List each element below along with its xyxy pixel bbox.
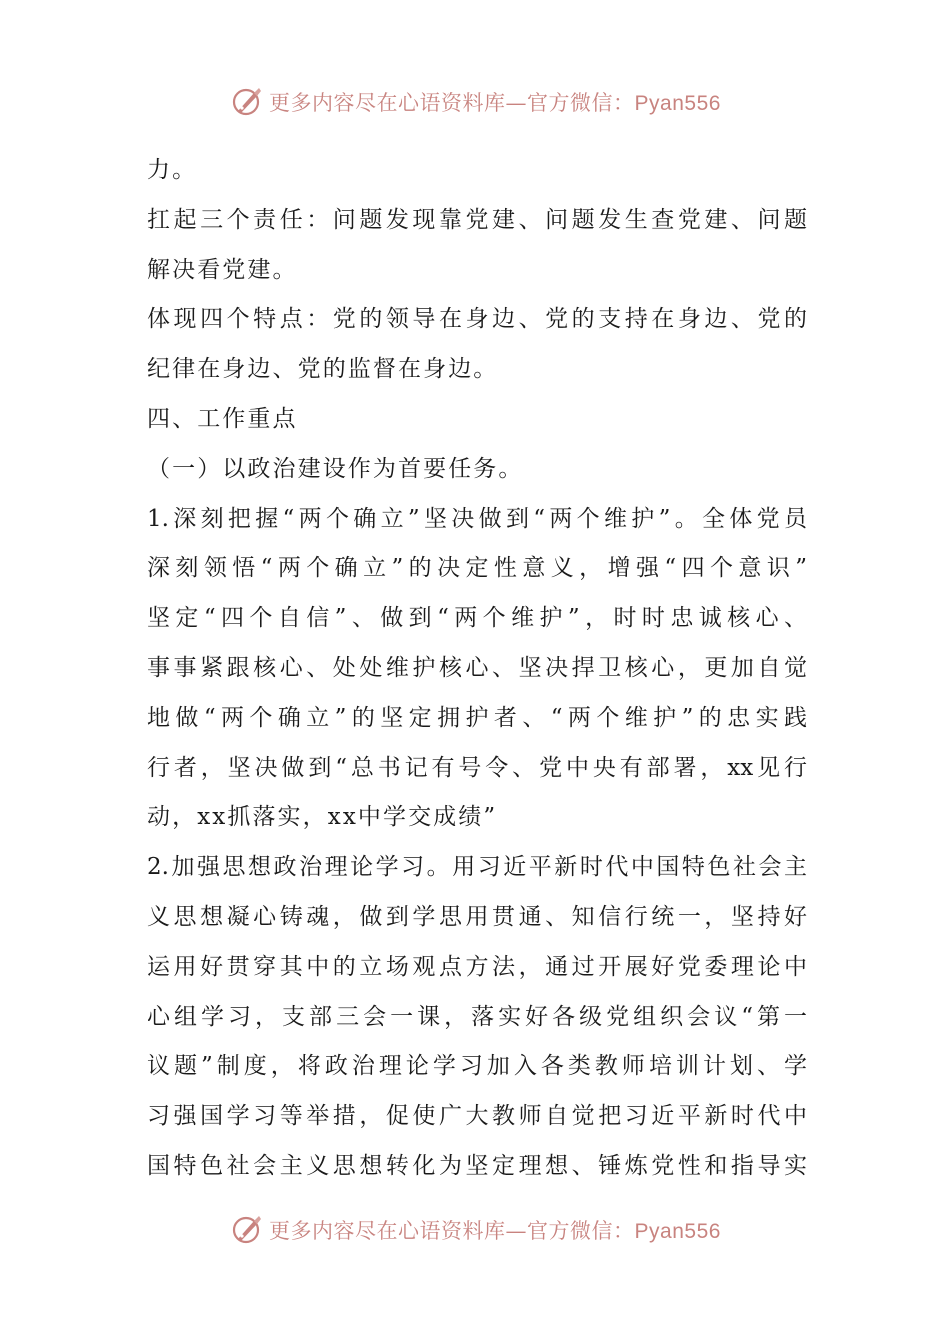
text-line: 1.深刻把握“两个确立”坚决做到“两个维护”。全体党员 — [147, 505, 807, 532]
text-line: 纪律在身边、党的监督在身边。 — [147, 356, 499, 383]
text-line: 深刻领悟“两个确立”的决定性意义，增强“四个意识” — [147, 555, 807, 582]
text-line: 地做“两个确立”的坚定拥护者、“两个维护”的忠实践 — [147, 704, 807, 731]
watermark-text: 更多内容尽在心语资料库—官方微信： — [269, 91, 635, 115]
text-line: 体现四个特点：党的领导在身边、党的支持在身边、党的 — [147, 306, 807, 333]
text-line: 动，xx抓落实，xx中学交成绩” — [147, 804, 498, 831]
watermark-wechat-id: Pyan556 — [634, 92, 721, 115]
text-line: 扛起三个责任：问题发现靠党建、问题发生查党建、问题 — [147, 206, 807, 233]
text-line: 议题”制度，将政治理论学习加入各类教师培训计划、学 — [147, 1053, 807, 1080]
subsection-heading: （一）以政治建设作为首要任务。 — [147, 455, 524, 482]
text-line: 心组学习，支部三会一课，落实好各级党组织会议“第一 — [147, 1003, 807, 1030]
section-heading: 四、工作重点 — [147, 405, 298, 432]
watermark-text: 更多内容尽在心语资料库—官方微信： — [269, 1219, 635, 1243]
pen-nib-logo-icon — [229, 1212, 265, 1248]
text-line: 事事紧跟核心、处处维护核心、坚决捍卫核心，更加自觉 — [147, 654, 807, 681]
watermark-wechat-id: Pyan556 — [634, 1220, 721, 1243]
text-line: 国特色社会主义思想转化为坚定理想、锤炼党性和指导实 — [147, 1152, 807, 1179]
text-line: 行者，坚决做到“总书记有号令、党中央有部署，xx见行 — [147, 754, 807, 781]
text-line: 习强国学习等举措，促使广大教师自觉把习近平新时代中 — [147, 1103, 807, 1130]
text-line: 解决看党建。 — [147, 256, 298, 283]
pen-nib-logo-icon — [229, 84, 265, 120]
text-line: 坚定“四个自信”、做到“两个维护”，时时忠诚核心、 — [147, 605, 807, 632]
header-watermark — [0, 82, 950, 122]
text-line: 义思想凝心铸魂，做到学思用贯通、知信行统一，坚持好 — [147, 903, 807, 930]
document-body — [147, 146, 807, 1192]
footer-watermark — [0, 1210, 950, 1250]
text-line: 运用好贯穿其中的立场观点方法，通过开展好党委理论中 — [147, 953, 807, 980]
text-line: 力。 — [147, 157, 198, 183]
text-line: 2.加强思想政治理论学习。用习近平新时代中国特色社会主 — [147, 854, 807, 881]
